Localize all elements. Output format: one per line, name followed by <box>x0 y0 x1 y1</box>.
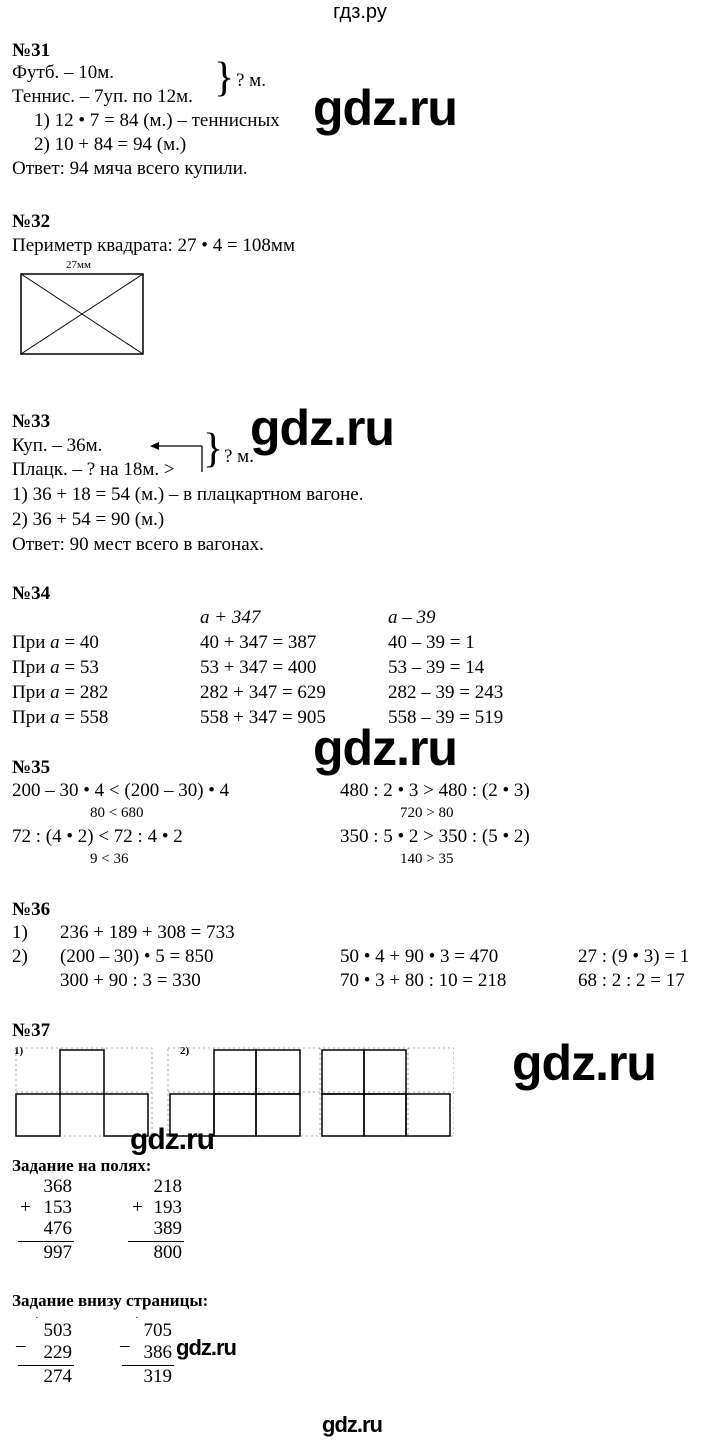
task-number: №33 <box>12 411 51 432</box>
figure-2a <box>170 1050 300 1136</box>
addend: 476 <box>43 1218 72 1239</box>
figure-label: 1) <box>14 1045 24 1057</box>
expression: 70 • 3 + 80 : 10 = 218 <box>340 970 507 991</box>
watermark: gdz.ru <box>313 720 457 776</box>
difference-expression: 40 – 39 = 1 <box>388 632 475 653</box>
answer-text: Ответ: 94 мяча всего купили. <box>12 158 248 179</box>
task-number: №31 <box>12 40 51 61</box>
question-text: ? м. <box>224 446 254 467</box>
figure-2b <box>322 1050 450 1136</box>
expression: 50 • 4 + 90 • 3 = 470 <box>340 946 499 967</box>
condition-line: Куп. – 36м. <box>12 435 103 456</box>
sum-expression: 282 + 347 = 629 <box>200 682 326 703</box>
side-length-label: 27мм <box>66 259 91 271</box>
solution-step: 2) 36 + 54 = 90 (м.) <box>12 509 165 530</box>
condition-line: Плацк. – ? на 18м. > <box>12 459 175 480</box>
brace-symbol: } <box>203 426 224 472</box>
site-header: гдз.ру <box>333 1 387 23</box>
difference-expression: 53 – 39 = 14 <box>388 657 485 678</box>
watermark: gdz.ru <box>250 400 394 456</box>
section-title: Задание внизу страницы: <box>12 1291 209 1310</box>
subtrahend: 229 <box>43 1342 72 1363</box>
addend: 153 <box>43 1197 72 1218</box>
difference-expression: 282 – 39 = 243 <box>388 682 504 703</box>
comparison-expression: 72 : (4 • 2) < 72 : 4 • 2 <box>12 826 183 847</box>
answer-text: Ответ: 90 мест всего в вагонах. <box>12 534 264 555</box>
expression: (200 – 30) • 5 = 850 <box>60 946 214 967</box>
row-condition: При a = 40 <box>12 632 99 653</box>
watermark: gdz.ru <box>130 1123 214 1156</box>
item-number: 1) <box>12 922 28 943</box>
watermark: gdz.ru <box>313 80 457 136</box>
figure-drawings <box>14 1046 454 1142</box>
expression: 27 : (9 • 3) = 1 <box>578 946 690 967</box>
expression: 236 + 189 + 308 = 733 <box>60 922 235 943</box>
section-title: Задание на полях: <box>12 1156 152 1175</box>
difference-result: 274 <box>43 1366 72 1387</box>
difference-expression: 558 – 39 = 519 <box>388 707 504 728</box>
comparison-values: 9 < 36 <box>90 851 129 867</box>
comparison-expression: 480 : 2 • 3 > 480 : (2 • 3) <box>340 780 530 801</box>
question-text: ? м. <box>236 70 266 91</box>
expression: 300 + 90 : 3 = 330 <box>60 970 201 991</box>
comparison-values: 720 > 80 <box>400 805 454 821</box>
comparison-values: 80 < 680 <box>90 805 144 821</box>
condition-line: Теннис. – 7уп. по 12м. <box>12 86 193 107</box>
comparison-expression: 200 – 30 • 4 < (200 – 30) • 4 <box>12 780 230 801</box>
sum-result: 997 <box>43 1242 72 1263</box>
task-number: №35 <box>12 757 51 778</box>
solution-step: 2) 10 + 84 = 94 (м.) <box>34 134 187 155</box>
row-condition: При a = 558 <box>12 707 109 728</box>
operator: – <box>16 1335 26 1356</box>
solution-step: 1) 12 • 7 = 84 (м.) – теннисных <box>34 110 280 131</box>
item-number: 2) <box>12 946 28 967</box>
brace-symbol: } <box>214 55 235 101</box>
addend: 218 <box>153 1176 182 1197</box>
row-condition: При a = 282 <box>12 682 109 703</box>
comparison-values: 140 > 35 <box>400 851 454 867</box>
solution-step: 1) 36 + 18 = 54 (м.) – в плацкартном вагоне. <box>12 484 364 505</box>
column-header: a + 347 <box>200 607 261 628</box>
sum-expression: 40 + 347 = 387 <box>200 632 317 653</box>
sum-result: 800 <box>153 1242 182 1263</box>
addend: 389 <box>153 1218 182 1239</box>
minuend: 503 <box>43 1320 72 1341</box>
expression: 68 : 2 : 2 = 17 <box>578 970 685 991</box>
addend: 193 <box>153 1197 182 1218</box>
task-number: №36 <box>12 899 51 920</box>
sum-expression: 53 + 347 = 400 <box>200 657 317 678</box>
subtrahend: 386 <box>143 1342 172 1363</box>
condition-line: Футб. – 10м. <box>12 62 115 83</box>
row-condition: При a = 53 <box>12 657 99 678</box>
figure-1 <box>16 1050 148 1136</box>
sum-expression: 558 + 347 = 905 <box>200 707 326 728</box>
task-number: №37 <box>12 1020 51 1041</box>
square-diagram <box>20 273 144 355</box>
borrow-dot: · <box>35 1312 39 1324</box>
operator: – <box>120 1335 130 1356</box>
comparison-expression: 350 : 5 • 2 > 350 : (5 • 2) <box>340 826 530 847</box>
task-number: №32 <box>12 211 51 232</box>
perimeter-text: Периметр квадрата: 27 • 4 = 108мм <box>12 235 295 256</box>
watermark: gdz.ru <box>322 1412 382 1437</box>
borrow-dot: · <box>135 1312 139 1324</box>
figure-label: 2) <box>180 1045 190 1057</box>
task-number: №34 <box>12 583 51 604</box>
column-header: a – 39 <box>388 607 436 628</box>
difference-result: 319 <box>143 1366 172 1387</box>
operator: + <box>20 1197 31 1218</box>
operator: + <box>132 1197 143 1218</box>
watermark: gdz.ru <box>176 1335 236 1360</box>
addend: 368 <box>43 1176 72 1197</box>
watermark: gdz.ru <box>512 1035 656 1091</box>
minuend: 705 <box>143 1320 172 1341</box>
